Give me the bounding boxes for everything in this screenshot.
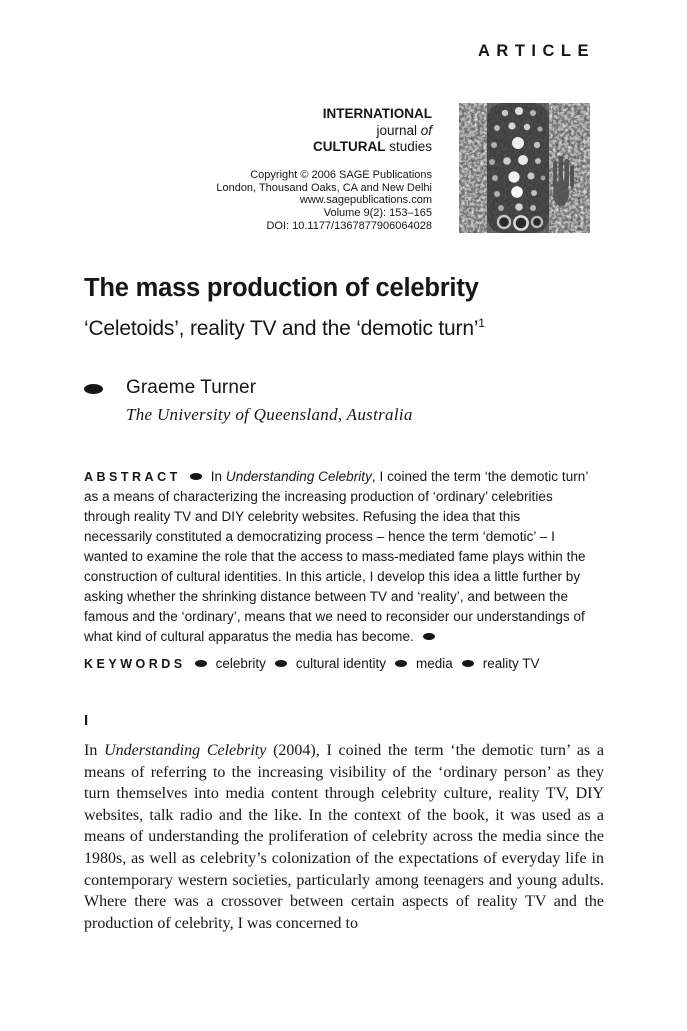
footnote-marker: 1 xyxy=(478,316,485,330)
doi-line: DOI: 10.1177/1367877906064028 xyxy=(266,219,432,232)
abstract-intro: In xyxy=(210,469,226,484)
body-book-title: Understanding Celebrity xyxy=(104,742,267,759)
page-title: The mass production of celebrity xyxy=(84,274,479,302)
bullet-icon xyxy=(395,660,407,667)
bullet-icon xyxy=(423,633,435,640)
bullet-icon xyxy=(195,660,207,667)
journal-name-line1: INTERNATIONAL xyxy=(322,106,432,121)
author-bullet-icon xyxy=(84,384,103,394)
author-block xyxy=(84,377,413,425)
publisher-cities-line: London, Thousand Oaks, CA and New Delhi xyxy=(216,181,432,194)
journal-name-line3-bold: CULTURAL xyxy=(312,139,386,154)
cover-photo xyxy=(459,103,590,233)
author-affiliation: The University of Queensland, Australia xyxy=(126,405,413,424)
keywords-row xyxy=(84,656,644,671)
cover-photo-graphic xyxy=(459,103,590,233)
page-subtitle-text: ‘Celetoids’, reality TV and the ‘demotic turn’ xyxy=(84,317,479,340)
bullet-icon xyxy=(275,660,287,667)
body-intro: In xyxy=(84,742,105,759)
keyword: cultural identity xyxy=(295,656,386,671)
abstract-text: , I coined the term ‘the demotic turn’ as a means of characterizing the increasing production of ‘ordinary’ celebrities through reality TV and DIY celebrity websites. Refusing the idea that this necessarily constituted a democratizing process – hence the term ‘demotic’ – I wanted to examine the role that the access to mass-mediated fame plays within the construction of cultural identities. In this article, I develop this idea a little further by asking whether the shrinking distance between TV and ‘reality’, and between the famous and the ‘ordinary’, means that we need to reconsider our understandings of what kind of cultural apparatus the media has become. xyxy=(84,469,588,644)
journal-name-line2 xyxy=(313,123,432,140)
journal-masthead xyxy=(313,106,432,156)
journal-name-line2-italic: of xyxy=(420,122,432,138)
page-subtitle xyxy=(84,317,624,341)
imprint-block xyxy=(216,169,432,233)
abstract-book-title: Understanding Celebrity xyxy=(225,469,372,484)
article-type-label: ARTICLE xyxy=(478,42,595,60)
body-paragraph xyxy=(84,740,604,934)
bullet-icon xyxy=(462,660,474,667)
publisher-url: www.sagepublications.com xyxy=(299,194,432,207)
volume-issue-pages: Volume 9(2): 153–165 xyxy=(323,207,432,220)
journal-name-line2-regular: journal xyxy=(376,122,421,138)
title-block xyxy=(84,274,624,341)
section-heading: I xyxy=(84,712,89,729)
copyright-line: Copyright © 2006 SAGE Publications xyxy=(250,169,432,181)
body-text: (2004), I coined the term ‘the demotic turn’ as a means of referring to the increasing visibility of the ‘ordinary person’ as they turn themselves into media content through celebrity culture, reality TV, DIY websites, talk radio and the like. In the context of the book, it was used as a means of understanding the proliferation of celebrity across the media since the 1980s, as well as celebrity’s colonization of the expectations of everyday life in contemporary western societies, particularly among teenagers and young adults. Where there was a crossover between certain aspects of reality TV and the production of celebrity, I was concerned to xyxy=(84,742,604,932)
journal-name-line3 xyxy=(313,139,432,156)
keyword: media xyxy=(415,656,453,671)
keywords-label: KEYWORDS xyxy=(84,657,186,671)
abstract-label: ABSTRACT xyxy=(84,470,181,484)
bullet-icon xyxy=(190,473,202,480)
keyword: reality TV xyxy=(482,656,540,671)
keyword: celebrity xyxy=(215,656,266,671)
author-name: Graeme Turner xyxy=(126,377,257,398)
abstract xyxy=(84,467,589,647)
author-row xyxy=(84,377,413,399)
journal-name-line3-regular: studies xyxy=(385,139,432,154)
